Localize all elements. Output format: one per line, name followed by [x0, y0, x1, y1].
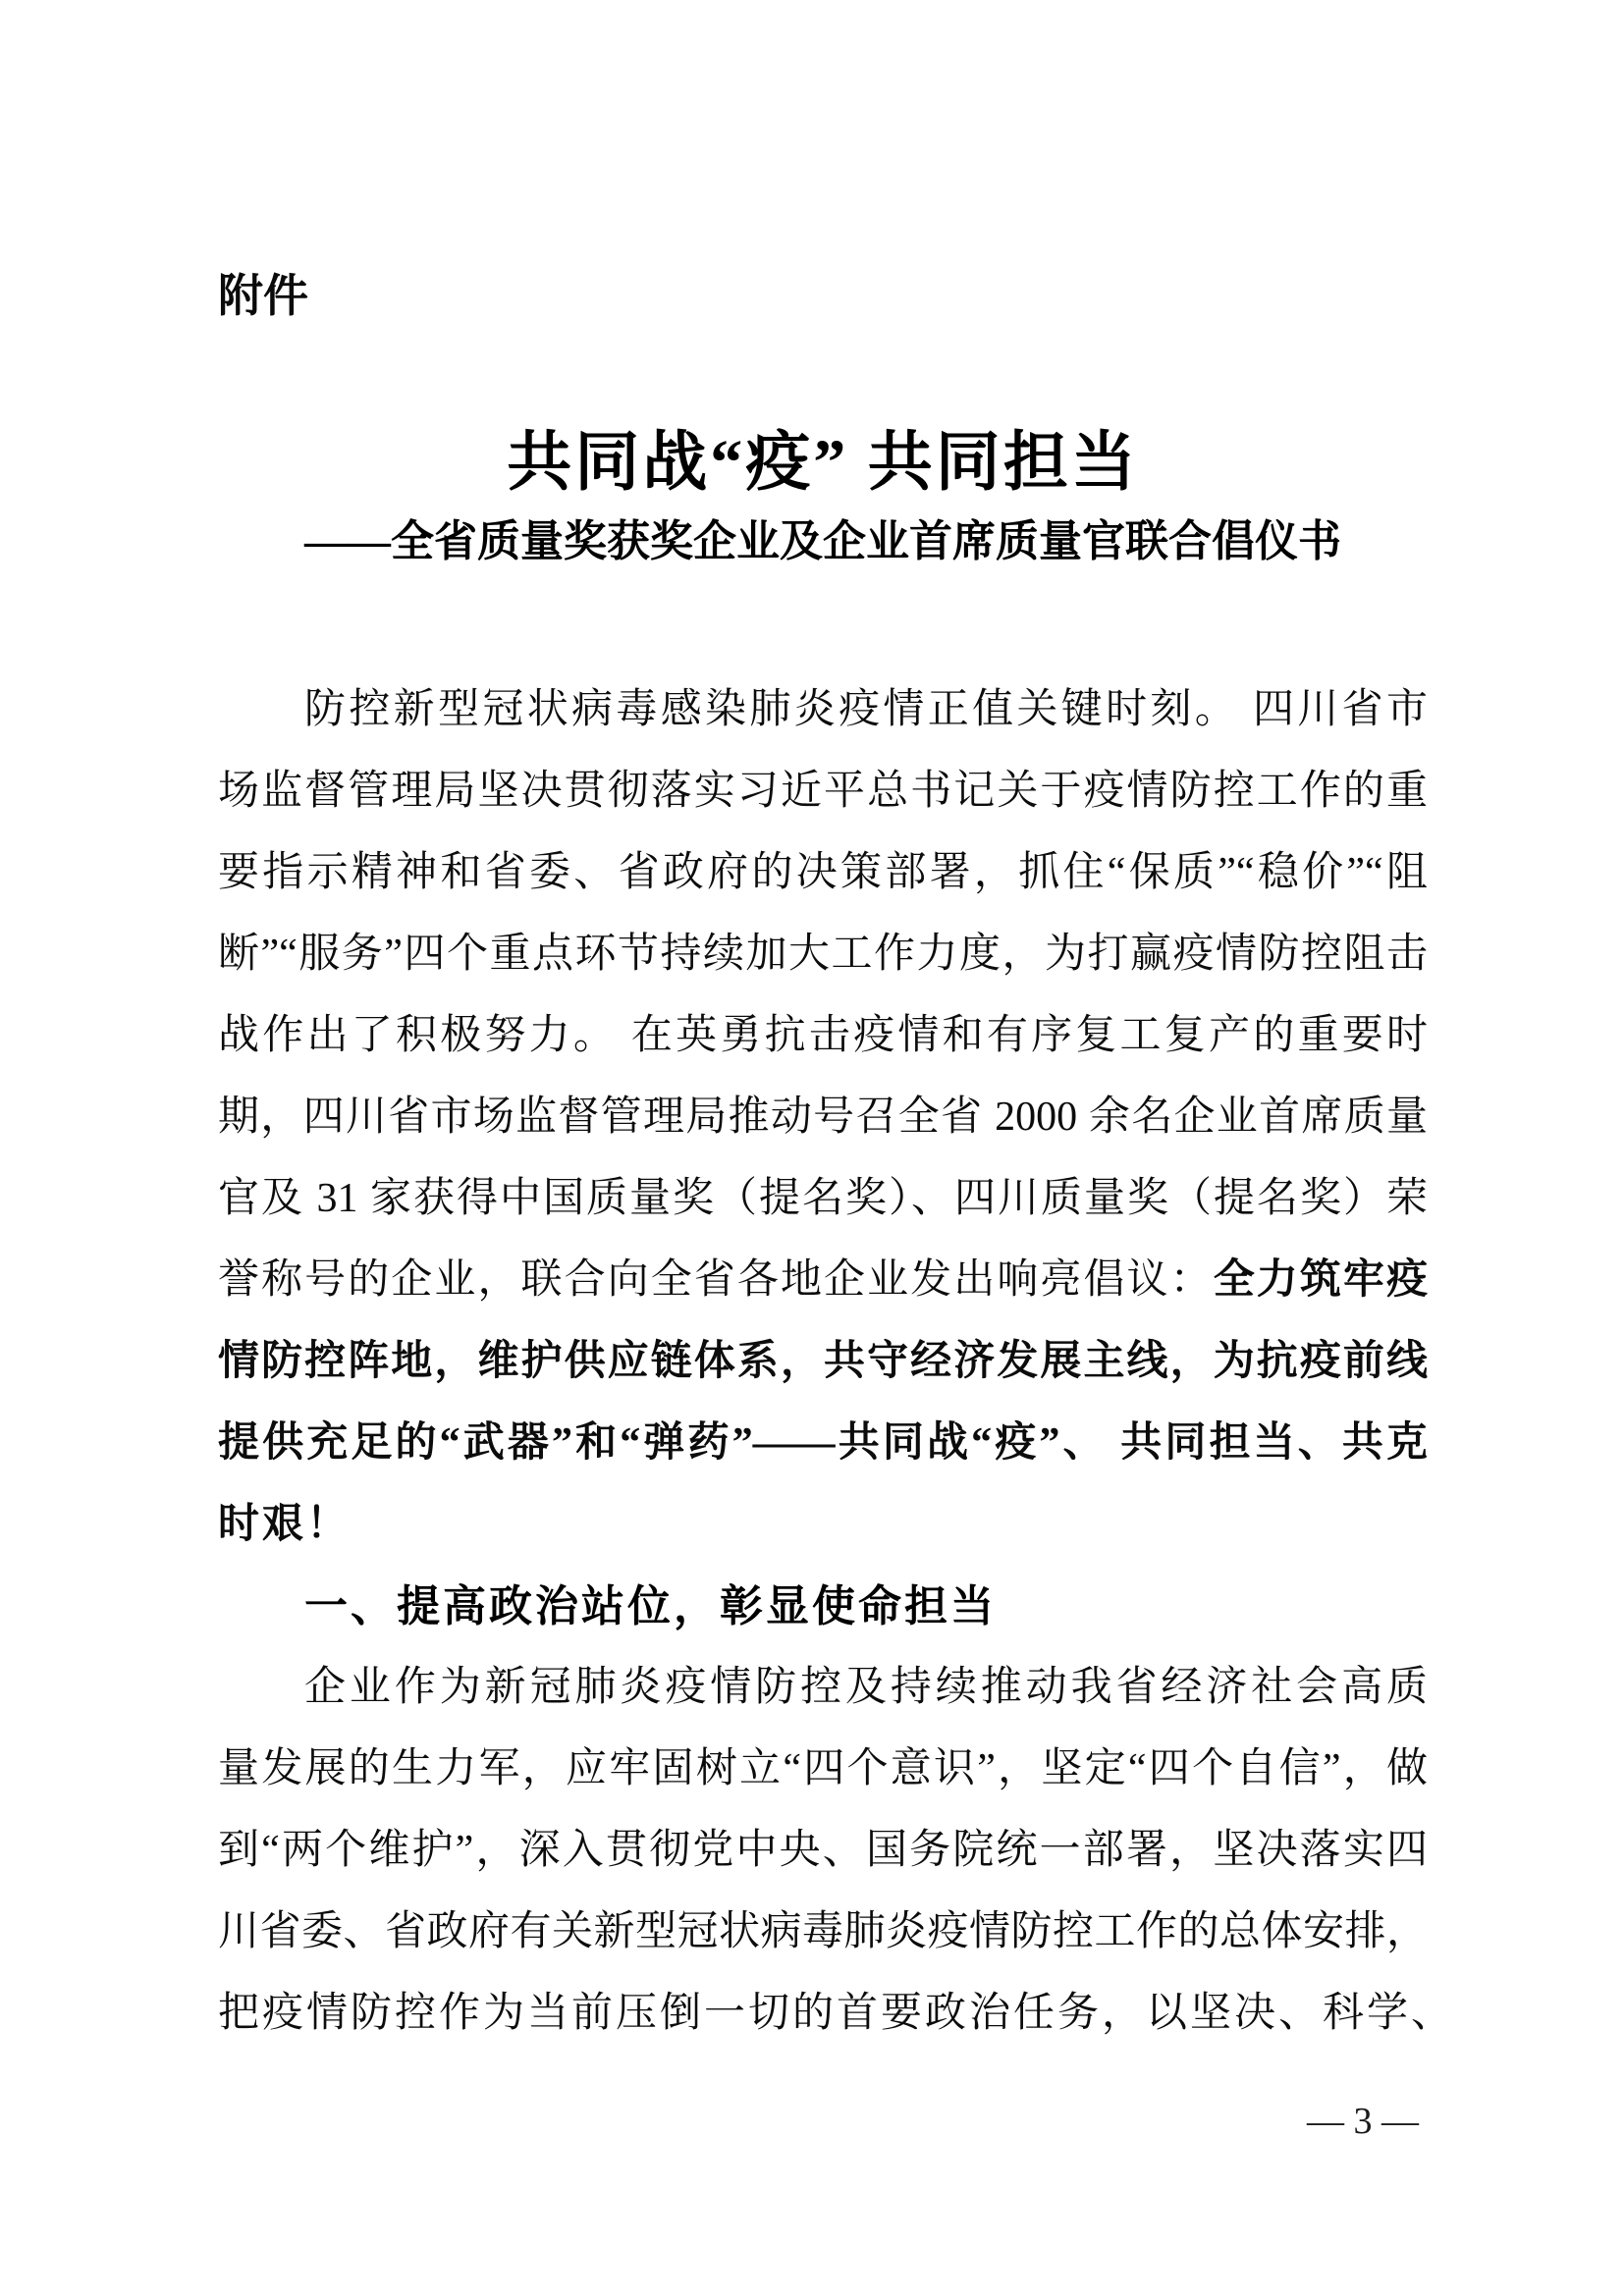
p2-line-5 — [218, 1973, 1456, 2055]
p1-line-10-bold-text: 提供充足的“武器”和“弹药”——共同战“疫”、 共同担当、共克 — [218, 1420, 1428, 1466]
p2-line-1-text: 企业作为新冠肺炎疫情防控及持续推动我省经济社会高质 — [304, 1665, 1428, 1710]
p1-line-10 — [218, 1403, 1428, 1484]
p1-line-11-bold-text: 时艰！ — [218, 1502, 352, 1547]
p1-line-8 — [218, 1240, 1428, 1321]
p1-line-2-text: 场监督管理局坚决贯彻落实习近平总书记关于疫情防控工作的重 — [218, 769, 1428, 814]
p1-line-3 — [218, 832, 1428, 914]
p1-line-7-text: 官及 31 家获得中国质量奖（提名奖）、四川质量奖（提名奖）荣 — [218, 1176, 1428, 1221]
p1-line-9-bold-text: 情防控阵地，维护供应链体系，共守经济发展主线，为抗疫前线 — [218, 1339, 1428, 1384]
p1-line-8-bold-text: 全力筑牢疫 — [1213, 1257, 1428, 1303]
doc-title: 共同战“疫” 共同担当 — [507, 427, 1139, 499]
p1-line-6 — [218, 1077, 1428, 1158]
p1-line-4 — [218, 914, 1428, 995]
p2-line-4-text: 川省委、省政府有关新型冠状病毒肺炎疫情防控工作的总体安排， — [218, 1909, 1428, 1954]
p1-line-11 — [218, 1484, 1428, 1566]
p2-line-5-text: 把疫情防控作为当前压倒一切的首要政治任务，以坚决、科学、 — [218, 1991, 1456, 2036]
p1-line-3-text: 要指示精神和省委、省政府的决策部署，抓住“保质”“稳价”“阻 — [218, 850, 1428, 895]
p2-line-3 — [218, 1810, 1428, 1892]
p1-line-9 — [218, 1321, 1428, 1403]
section-heading-1: 一、提高政治站位，彰显使命担当 — [304, 1582, 997, 1630]
p1-line-8-text: 誉称号的企业，联合向全省各地企业发出响亮倡议： — [218, 1257, 1214, 1303]
p1-line-1 — [218, 669, 1428, 751]
p1-line-6-text: 期，四川省市场监督管理局推动号召全省 2000 余名企业首席质量 — [218, 1095, 1428, 1140]
p1-line-5 — [218, 995, 1428, 1077]
p1-line-4-text: 断”“服务”四个重点环节持续加大工作力度，为打赢疫情防控阻击 — [218, 932, 1428, 977]
p2-line-1 — [218, 1647, 1428, 1729]
p2-line-3-text: 到“两个维护”，深入贯彻党中央、国务院统一部署，坚决落实四 — [218, 1828, 1428, 1873]
p1-line-1-text: 防控新型冠状病毒感染肺炎疫情正值关键时刻。 四川省市 — [304, 687, 1428, 732]
doc-subtitle: ——全省质量奖获奖企业及企业首席质量官联合倡仪书 — [304, 517, 1341, 565]
p1-line-2 — [218, 751, 1428, 832]
page-number: — 3 — — [1307, 2101, 1419, 2142]
p1-line-7 — [218, 1158, 1428, 1240]
p2-line-4 — [218, 1892, 1428, 1973]
p2-line-2-text: 量发展的生力军，应牢固树立“四个意识”，坚定“四个自信”，做 — [218, 1746, 1428, 1791]
attachment-label: 附件 — [218, 270, 308, 321]
p2-line-2 — [218, 1729, 1428, 1810]
p1-line-5-text: 战作出了积极努力。 在英勇抗击疫情和有序复工复产的重要时 — [218, 1013, 1428, 1058]
document-body — [218, 669, 1456, 2055]
